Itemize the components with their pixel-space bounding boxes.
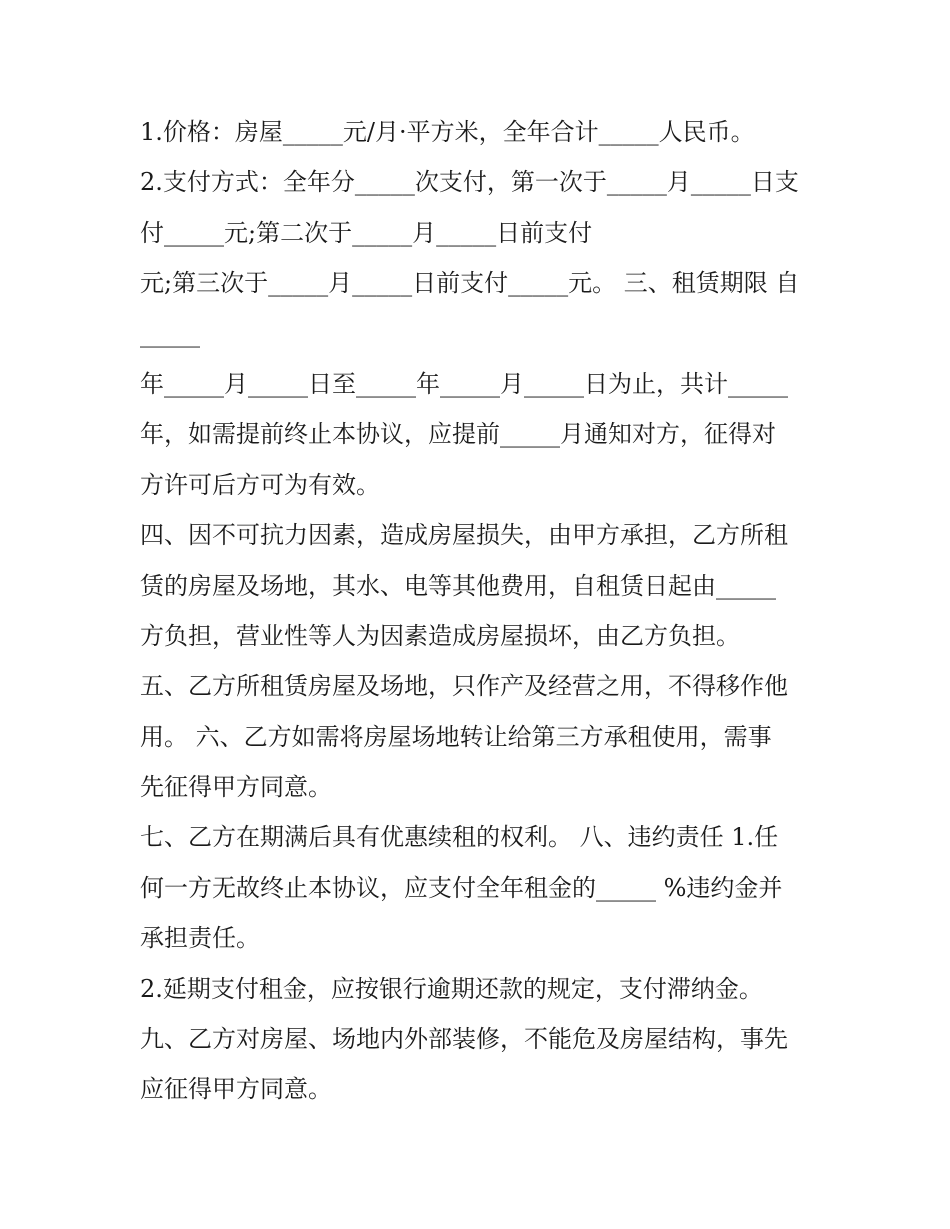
text-line: 方许可后方可为有效。 (140, 470, 380, 499)
text-line: 四、因不可抗力因素，造成房屋损失，由甲方承担，乙方所租 (140, 521, 788, 550)
text-line: 年_____月_____日至_____年_____月_____日为止，共计_____ (140, 369, 788, 398)
text-line: 先征得甲方同意。 (140, 773, 332, 802)
text-line: 七、乙方在期满后具有优惠续租的权利。 八、违约责任 1.任 (140, 823, 779, 852)
text-line: 应征得甲方同意。 (140, 1075, 332, 1104)
text-line: 年，如需提前终止本协议，应提前_____月通知对方，征得对 (140, 420, 776, 449)
text-line: 1.价格：房屋_____元/月·平方米，全年合计_____人民币。 (140, 118, 755, 146)
text-line: 元;第三次于_____月_____日前支付_____元。 三、租赁期限 自 (140, 269, 800, 298)
text-line: 承担责任。 (140, 924, 260, 953)
text-line: 付_____元;第二次于_____月_____日前支付 (140, 218, 593, 247)
text-line: 九、乙方对房屋、场地内外部装修，不能危及房屋结构，事先 (140, 1025, 788, 1054)
text-line: 五、乙方所租赁房屋及场地，只作产及经营之用，不得移作他 (140, 672, 788, 701)
text-line: 方负担，营业性等人为因素造成房屋损坏，由乙方负担。 (140, 621, 740, 650)
text-line: _____ (140, 319, 200, 348)
text-line: 2.支付方式：全年分_____次支付，第一次于_____月_____日支 (140, 168, 799, 197)
text-line: 赁的房屋及场地，其水、电等其他费用，自租赁日起由_____ (140, 571, 776, 600)
text-line: 何一方无故终止本协议，应支付全年租金的_____ %违约金并 (140, 873, 783, 902)
document-body (140, 107, 830, 1115)
text-line: 2.延期支付租金，应按银行逾期还款的规定，支付滞纳金。 (140, 974, 763, 1003)
text-line: 用。 六、乙方如需将房屋场地转让给第三方承租使用，需事 (140, 722, 772, 751)
